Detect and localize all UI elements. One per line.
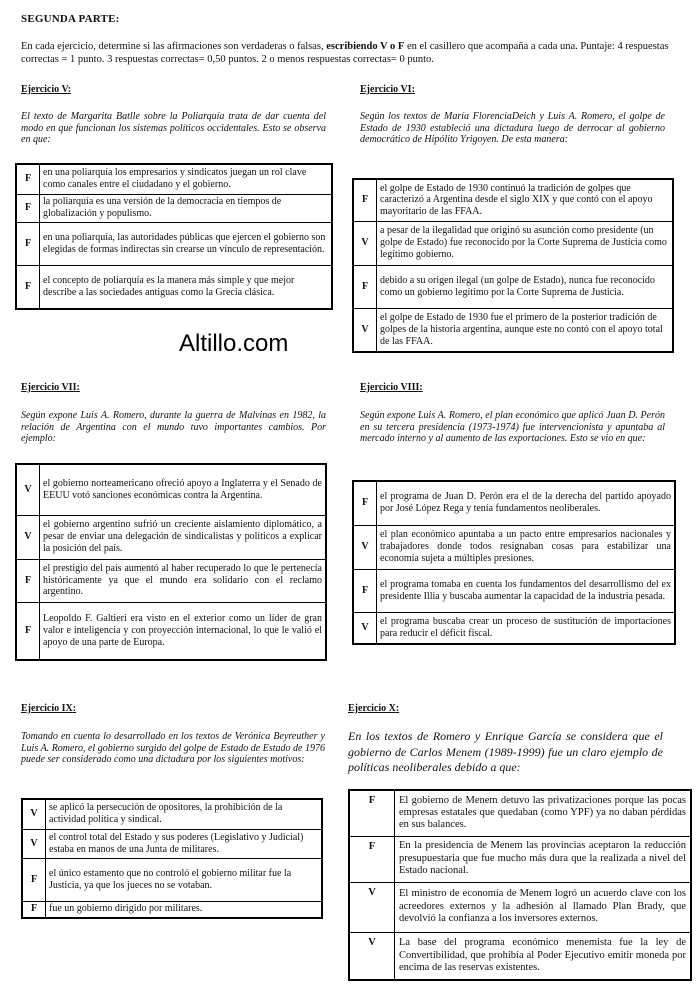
answer-cell[interactable]: V — [353, 525, 377, 569]
statement-cell: el único estamento que no controló el gobierno militar fue la Justicia, ya que los jueces no se votaban. — [46, 858, 323, 901]
statement-cell: el programa de Juan D. Perón era el de la derecha del partido apoyado por José López Rega y tenía fundamentos neoliberales. — [377, 481, 676, 525]
exercise-description: Según expone Luis A. Romero, durante la guerra de Malvinas en 1982, la relación de Argentina con el mundo tuvo importantes cambios. Por ejemplo: — [21, 410, 326, 445]
table-row — [349, 836, 691, 882]
exercise-description: El texto de Margarita Batlle sobre la Poliarquía trata de dar cuenta del modo en que funcionan los sistemas políticos occidentales. Esto se observa en que: — [21, 111, 326, 146]
answer-cell[interactable]: V — [353, 221, 377, 265]
table-row — [353, 265, 673, 308]
answer-cell[interactable]: F — [16, 194, 40, 222]
table-row — [16, 164, 332, 194]
statement-cell: El ministro de economía de Menem logró un acuerdo clave con los acreedores externos y la adhesión al llamado Plan Brady, que devolvió la confianza a los inversores externos. — [395, 882, 692, 932]
statement-cell: En la presidencia de Menem las provincias aceptaron la reducción presupuestaria que fue mucho más dura que la realizada a nivel del Estado nacional. — [395, 836, 692, 882]
table-row — [16, 515, 326, 559]
statement-cell: se aplicó la persecución de opositores, la prohibición de la actividad política y sindical. — [46, 799, 323, 829]
answer-cell[interactable]: F — [353, 569, 377, 612]
answer-cell[interactable]: F — [16, 602, 40, 660]
answer-cell[interactable]: V — [353, 612, 377, 644]
statement-cell: el control total del Estado y sus poderes (Legislativo y Judicial) estaba en manos de una Junta de militares. — [46, 829, 323, 858]
table-row — [349, 932, 691, 980]
section-title: SEGUNDA PARTE: — [21, 13, 120, 25]
answer-table — [15, 463, 327, 661]
statement-cell: debido a su origen ilegal (un golpe de Estado), nunca fue reconocido como un gobierno legítimo por la Corte Suprema de Justicia. — [377, 265, 674, 308]
answer-cell[interactable]: F — [353, 481, 377, 525]
statement-cell: el golpe de Estado de 1930 continuó la tradición de golpes que caracterizó a Argentina desde el siglo XIX y que contó con el apoyo mayoritario de las FFAA. — [377, 179, 674, 221]
answer-cell[interactable]: F — [22, 858, 46, 901]
statement-cell: a pesar de la ilegalidad que originó su asunción como presidente (un golpe de Estado) fue reconocido por la Corte Suprema de Justicia como legítimo gobierno. — [377, 221, 674, 265]
statement-cell: el gobierno norteamericano ofreció apoyo a Inglaterra y el Senado de EEUU votó sanciones económicas contra la Argentina. — [40, 464, 327, 515]
table-row — [22, 858, 322, 901]
table-row — [353, 481, 675, 525]
instructions: En cada ejercicio, determine si las afirmaciones son verdaderas o falsas, escribiendo V o F en el casillero que acompaña a cada una. Puntaje: 4 respuestas correctas = 1 punto. 3 respuestas correctas= 0,50 puntos. 2 o menos respuestas correctas= 0 punto. — [21, 41, 669, 65]
answer-table — [21, 798, 323, 919]
answer-cell[interactable]: V — [16, 515, 40, 559]
statement-cell: en una poliarquía, las autoridades públicas que ejercen el gobierno son elegidas de formas indirectas sin crearse un vínculo de representación. — [40, 222, 333, 265]
statement-cell: Leopoldo F. Galtieri era visto en el exterior como un líder de gran valor e inteligencia y con proyección internacional, lo que le valió el apoyo de una parte de Europa. — [40, 602, 327, 660]
table-row — [353, 525, 675, 569]
exercise-title: Ejercicio VIII: — [360, 382, 423, 393]
answer-cell[interactable]: F — [16, 222, 40, 265]
answer-cell[interactable]: F — [16, 265, 40, 309]
table-row — [353, 308, 673, 352]
table-row — [16, 602, 326, 660]
statement-cell: la poliarquía es una versión de la democracia en tiempos de globalización y populismo. — [40, 194, 333, 222]
exercise-description: Tomando en cuenta lo desarrollado en los textos de Verónica Beyreuther y Luis A. Romero, el gobierno surgido del golpe de Estado de Estado de 1976 puede ser considerado como una dictadura por los siguientes motivos: — [21, 731, 325, 766]
table-row — [22, 829, 322, 858]
answer-cell[interactable]: V — [353, 308, 377, 352]
table-row — [16, 194, 332, 222]
answer-table — [352, 178, 674, 353]
statement-cell: el golpe de Estado de 1930 fue el primero de la posterior tradición de golpes de la historia argentina, aunque este no contó con el apoyo total de las FFAA. — [377, 308, 674, 352]
table-row — [349, 790, 691, 836]
exercise-title: Ejercicio VII: — [21, 382, 80, 393]
exercise-title: Ejercicio IX: — [21, 703, 77, 714]
answer-cell[interactable]: F — [22, 901, 46, 918]
answer-table — [15, 163, 333, 310]
table-row — [22, 901, 322, 918]
statement-cell: el plan económico apuntaba a un pacto entre empresarios nacionales y trabajadores donde todos resignaban cosas para estabilizar una economía sujeta a múltiples presiones. — [377, 525, 676, 569]
table-row — [353, 569, 675, 612]
table-row — [353, 221, 673, 265]
statement-cell: el programa buscaba crear un proceso de sustitución de importaciones para reducir el déficit fiscal. — [377, 612, 676, 644]
table-row — [16, 265, 332, 309]
answer-cell[interactable]: V — [349, 932, 395, 980]
statement-cell: La base del programa económico menemista fue la ley de Convertibilidad, que prohibía al Poder Ejecutivo emitir moneda por encima de las reservas existentes. — [395, 932, 692, 980]
table-row — [16, 559, 326, 602]
answer-cell[interactable]: F — [349, 836, 395, 882]
answer-cell[interactable]: V — [16, 464, 40, 515]
answer-cell[interactable]: V — [349, 882, 395, 932]
statement-cell: el prestigio del país aumentó al haber recuperado lo que le pertenecía históricamente ya que el mundo era solidario con el reclamo argentino. — [40, 559, 327, 602]
answer-cell[interactable]: V — [22, 829, 46, 858]
answer-cell[interactable]: F — [16, 559, 40, 602]
answer-cell[interactable]: V — [22, 799, 46, 829]
table-row — [349, 882, 691, 932]
answer-table — [348, 789, 692, 981]
exercise-description: Según expone Luis A. Romero, el plan económico que aplicó Juan D. Perón en su tercera presidencia (1973-1974) fue intervencionista y apuntaba al mercado interno y al aumento de las exportaciones. Esto se vio en que: — [360, 410, 665, 445]
statement-cell: en una poliarquía los empresarios y sindicatos juegan un rol clave como canales entre el ciudadano y el gobierno. — [40, 164, 333, 194]
answer-table — [352, 480, 676, 645]
answer-cell[interactable]: F — [16, 164, 40, 194]
table-row — [22, 799, 322, 829]
exercise-description: En los textos de Romero y Enrique García se considera que el gobierno de Carlos Menem (1989-1999) fue un claro ejemplo de políticas neoliberales debido a que: — [348, 729, 663, 774]
exercise-title: Ejercicio VI: — [360, 84, 415, 95]
exercise-title: Ejercicio X: — [348, 703, 400, 714]
statement-cell: el programa tomaba en cuenta los fundamentos del desarrollismo del ex presidente Illia y buscaba aumentar la capacidad de la industria pesada. — [377, 569, 676, 612]
exercise-description: Según los textos de María FlorenciaDeich y Luis A. Romero, el golpe de Estado de 1930 estableció una dictadura luego de derrocar al gobierno democrático de Hipólito Yrigoyen. De esta manera: — [360, 111, 665, 146]
answer-cell[interactable]: F — [353, 265, 377, 308]
answer-cell[interactable]: F — [349, 790, 395, 836]
table-row — [353, 179, 673, 221]
table-row — [16, 464, 326, 515]
statement-cell: el concepto de poliarquía es la manera más simple y que mejor describe a las sociedades antiguas como la Grecia clásica. — [40, 265, 333, 309]
table-row — [353, 612, 675, 644]
answer-cell[interactable]: F — [353, 179, 377, 221]
exercise-title: Ejercicio V: — [21, 84, 72, 95]
table-row — [16, 222, 332, 265]
watermark-text: Altillo.com — [179, 330, 289, 357]
statement-cell: El gobierno de Menem detuvo las privatizaciones porque las pocas empresas estatales que quedaban (como YPF) ya no daban pérdidas en sus balances. — [395, 790, 692, 836]
statement-cell: el gobierno argentino sufrió un creciente aislamiento diplomático, a pesar de enviar una delegación de sindicalistas y políticos a explicar la posición del país. — [40, 515, 327, 559]
statement-cell: fue un gobierno dirigido por militares. — [46, 901, 323, 918]
